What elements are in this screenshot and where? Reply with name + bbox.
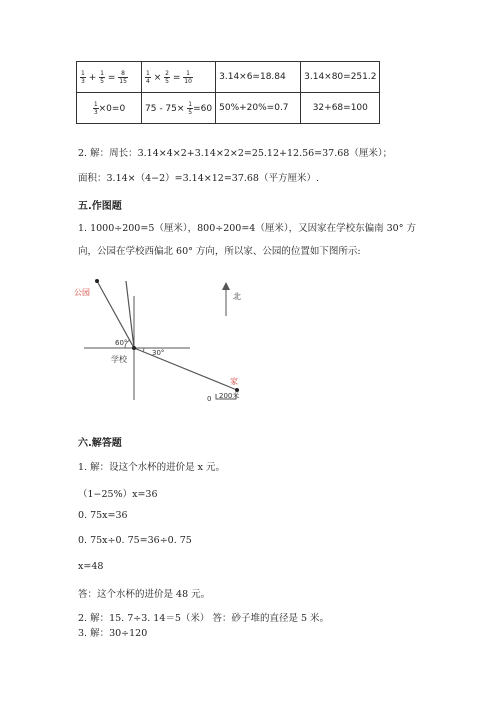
solution-line: 0. 75x÷0. 75=36÷0. 75 bbox=[78, 535, 192, 546]
operator: × bbox=[153, 72, 162, 83]
home-direction-line bbox=[134, 348, 237, 390]
denominator: 3 bbox=[81, 77, 85, 85]
angle-label-30: 30° bbox=[152, 349, 165, 357]
perimeter-solution: 2. 解：周长：3.14×4×2+3.14×2×2=25.12+12.56=37.68（厘米）； bbox=[78, 148, 393, 159]
denominator: 15 bbox=[119, 77, 127, 85]
park-point bbox=[95, 279, 99, 283]
angle-label-60: 60° bbox=[115, 339, 128, 347]
denominator: 5 bbox=[188, 108, 193, 116]
solution-line: 2. 解：15. 7÷3. 14＝5（米） 答：砂子堆的直径是 5 米。 bbox=[78, 613, 330, 624]
equals-sign: = bbox=[172, 72, 181, 83]
drawing-solution-line-2: 向，公园在学校西偏北 60° 方向，所以家、公园的位置如下图所示: bbox=[78, 246, 361, 257]
numerator: 1 bbox=[188, 100, 193, 108]
solution-line: 1. 解：设这个水杯的进价是 x 元。 bbox=[78, 462, 225, 473]
solution-line: 答：这个水杯的进价是 48 元。 bbox=[78, 589, 211, 600]
solution-line: （1−25%）x=36 bbox=[78, 489, 158, 500]
numerator: 1 bbox=[93, 100, 98, 108]
numerator: 1 bbox=[100, 69, 104, 77]
park-line bbox=[126, 281, 134, 348]
school-label: 学校 bbox=[111, 355, 127, 364]
table-cell: 50%+20%=0.7 bbox=[216, 93, 301, 124]
north-label: 北 bbox=[233, 292, 241, 301]
expression-rest: ×0=0 bbox=[98, 103, 126, 114]
park-direction-line bbox=[97, 281, 134, 348]
numerator: 1 bbox=[146, 69, 150, 77]
solution-line: 3. 解：30÷120 bbox=[78, 628, 148, 639]
table-cell: 32+68=100 bbox=[301, 93, 380, 124]
scale-distance-label: 200米 bbox=[219, 392, 240, 400]
denominator: 5 bbox=[165, 77, 169, 85]
solution-line: x=48 bbox=[78, 561, 104, 572]
operator: + bbox=[88, 72, 97, 83]
home-label: 家 bbox=[230, 377, 238, 386]
numerator: 2 bbox=[165, 69, 169, 77]
numerator: 1 bbox=[183, 70, 193, 78]
expression-rest: =60 bbox=[193, 103, 213, 114]
section-title-answers: 六.解答题 bbox=[78, 438, 122, 449]
solution-line: 0. 75x=36 bbox=[78, 510, 128, 521]
denominator: 5 bbox=[100, 77, 104, 85]
table-cell: 3.14×80=251.2 bbox=[301, 62, 380, 93]
numerator: 8 bbox=[118, 70, 128, 78]
denominator: 3 bbox=[93, 108, 98, 116]
numerator: 1 bbox=[81, 69, 85, 77]
north-arrow-icon bbox=[222, 282, 230, 290]
expression-start: 75 - 75× bbox=[145, 103, 185, 114]
equals-sign: = bbox=[107, 72, 116, 83]
park-label: 公园 bbox=[74, 288, 90, 297]
scale-zero-label: 0 bbox=[207, 395, 212, 403]
section-title-drawing: 五.作图题 bbox=[78, 201, 122, 212]
area-solution: 面积：3.14×（4−2）=3.14×12=37.68（平方厘米）. bbox=[78, 173, 319, 184]
drawing-solution-line-1: 1. 1000÷200=5（厘米），800÷200=4（厘米），又因家在学校东偏南 30° 方 bbox=[78, 223, 416, 234]
school-point bbox=[132, 346, 136, 350]
table-cell: 3.14×6=18.84 bbox=[216, 62, 301, 93]
denominator: 10 bbox=[184, 77, 192, 85]
denominator: 4 bbox=[146, 77, 150, 85]
